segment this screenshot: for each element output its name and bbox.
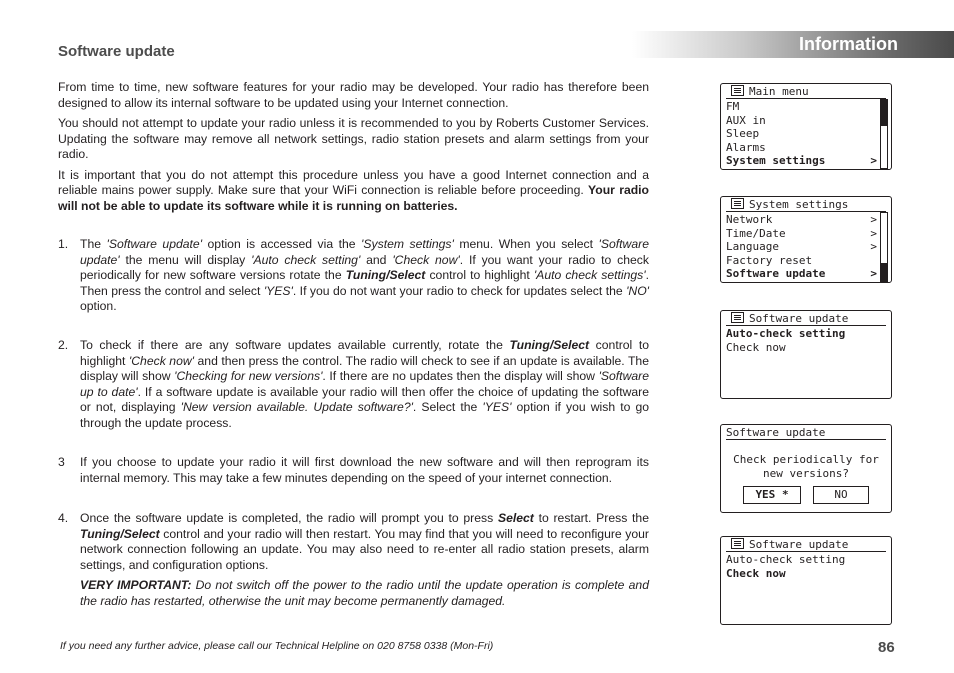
lcd-title-text: Software update — [726, 426, 826, 439]
lcd-system-settings — [720, 196, 892, 283]
lcd-title — [726, 312, 886, 326]
lcd-title — [726, 198, 886, 212]
step-3 — [58, 455, 649, 486]
step-4 — [58, 511, 649, 609]
lcd-main-menu — [720, 83, 892, 170]
lcd-row: Language > — [726, 240, 877, 253]
footer-helpline: If you need any further advice, please call our Technical Helpline on 020 8758 0338 (Mon-Fri) — [60, 640, 494, 652]
lcd-title-text: Software update — [749, 538, 849, 551]
lcd-row: AUX in — [726, 113, 766, 127]
step-text: Once the software update is completed, the radio will prompt you to press Select to restart. Press the Tuning/Select control and your radio will then restart. You may find that you will need to reconfigure your network connection following an update. You may also need to re-enter all radio station presets, alarm settings, and configuration options. — [80, 511, 649, 572]
lcd-row: Alarms — [726, 140, 766, 154]
lcd-title — [726, 85, 886, 99]
lcd-message: Check periodically for new versions? — [733, 453, 879, 480]
step-number: 2. — [58, 338, 69, 352]
lcd-title — [726, 538, 886, 552]
lcd-row: Network > — [726, 213, 877, 226]
step-number: 4. — [58, 511, 69, 525]
lcd-title-text: System settings — [749, 198, 849, 211]
menu-icon — [731, 312, 744, 323]
scrollbar — [880, 99, 888, 169]
lcd-row: Auto-check setting — [726, 553, 846, 566]
lcd-row-selected: Check now — [726, 566, 786, 580]
lcd-row-selected: Auto-check setting — [726, 327, 846, 340]
scrollbar — [880, 212, 888, 282]
step-1 — [58, 237, 649, 315]
menu-icon — [731, 85, 744, 96]
important-text: Do not switch off the power to the radio until the update operation is complete and the radio has restarted, otherwise the unit may become permanently damaged. — [80, 578, 649, 608]
step-number: 1. — [58, 237, 69, 251]
lcd-software-update-1 — [720, 310, 892, 399]
intro-para-3-text: It is important that you do not attempt this procedure unless you have a good Internet connection and a reliable mains power supply. Make sure that your WiFi connection is reliable before proceeding. — [58, 167, 649, 197]
header-title: Information — [799, 34, 898, 54]
header-bar — [632, 31, 954, 58]
section-title: Software update — [58, 43, 175, 60]
important-note — [80, 578, 649, 609]
lcd-row: Time/Date > — [726, 226, 877, 240]
yes-option: YES * — [743, 486, 801, 504]
lcd-row-selected: System settings > — [726, 154, 877, 167]
lcd-row-selected: Software update > — [726, 267, 877, 280]
menu-icon — [731, 538, 744, 549]
lcd-row: Sleep — [726, 127, 760, 140]
step-text: The 'Software update' option is accessed via the 'System settings' menu. When you select 'Software update' the menu will display 'Auto check setting' and 'Check now'. If you want your radio to check periodically for new software versions rotate the Tuning/Select control to highlight 'Auto check settings'. Then press the control and select 'YES'. If you do not want your radio to check for updates select the 'NO' option. — [80, 237, 649, 313]
intro-text — [58, 80, 649, 214]
intro-para-2: You should not attempt to update your radio unless it is recommended to you by Roberts Customer Services. Updating the software may remove all network settings, radio station presets and alarm settings from your radio. — [58, 116, 649, 161]
intro-warning: Your radio will not be able to update its software while it is running on batteries. — [58, 183, 649, 213]
lcd-row: Check now — [726, 340, 786, 354]
scrollbar-thumb — [881, 263, 887, 281]
step-text: To check if there are any software updates available currently, rotate the Tuning/Select control to highlight 'Check now' and then press the control. The radio will check to see if an update is available. The display will show 'Checking for new versions'. If there are no updates then the display will show 'Software up to date'. If a software update is available your radio will then offer the choice of updating the software or not, displaying 'New version available. Update software?'. Select the 'YES' option if you wish to go through the update process. — [80, 338, 650, 430]
lcd-title-text: Software update — [749, 312, 849, 325]
lcd-row: Factory reset — [726, 253, 813, 267]
important-label: VERY IMPORTANT: — [80, 578, 192, 592]
step-number: 3 — [58, 455, 65, 469]
menu-icon — [731, 198, 744, 209]
step-2 — [58, 338, 649, 431]
no-option: NO — [813, 486, 869, 504]
intro-para-1: From time to time, new software features for your radio may be developed. Your radio has therefore been designed to allow its internal software to be updated using your Internet connection. — [58, 80, 649, 110]
page-number: 86 — [878, 639, 895, 656]
lcd-confirm — [720, 424, 892, 513]
asterisk-icon: * — [781, 488, 789, 501]
scrollbar-thumb — [881, 100, 887, 126]
intro-para-3 — [58, 168, 649, 215]
lcd-title — [726, 426, 886, 440]
lcd-software-update-2 — [720, 536, 892, 625]
lcd-title-text: Main menu — [749, 85, 809, 98]
step-text: If you choose to update your radio it will first download the new software and will then reprogram its internal memory. This may take a few minutes depending on the speed of your internet connection. — [80, 455, 649, 485]
lcd-row: FM — [726, 100, 740, 113]
